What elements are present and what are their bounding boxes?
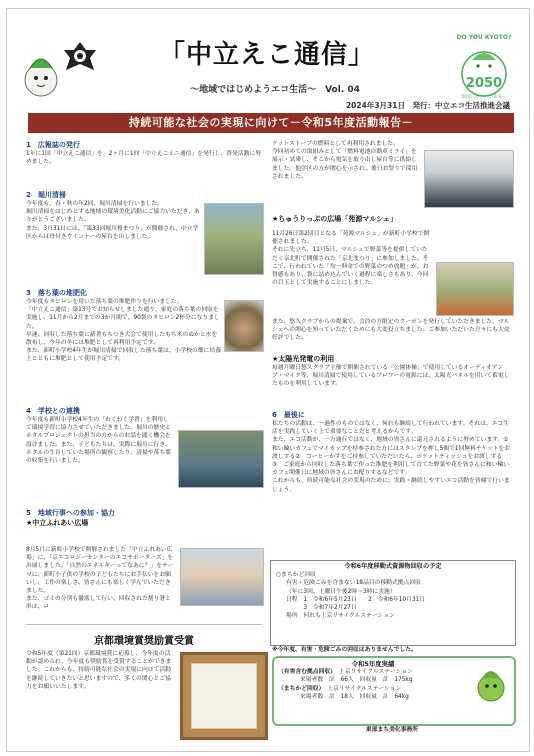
marche-text-1: 11月26日第2回目となる「苑源マルシェ」が新町小学校で開催されました。 [272, 231, 430, 246]
results-row2-counts: 来場者数 計 18人 回収量 計 64kg [300, 693, 409, 700]
solar-text: 毎週月曜日悠久クラブ主催で開催されている「公園体操」で使用しているオーディオアンプ・マイク等、堀川清掃で使用しているブロワーの電源には、太陽光パネルを用いて蓄電したものを利用しています。 [272, 365, 510, 388]
section-2-block [26, 190, 202, 241]
marche-photo [436, 262, 514, 316]
schedule-place-label: ○まちかど回収 [276, 572, 316, 579]
newsletter-title: 「中立えこ通信」 [158, 40, 375, 70]
schedule-title: 令和6年度移動式資源物回収の予定 [344, 563, 442, 570]
section-5-block [26, 508, 262, 528]
marche-text-block-2 [272, 318, 512, 343]
do-you-kyoto-logo [448, 32, 520, 104]
closing-text-1: 私たちの活動は、一過性のものではなく、何れも継続して行われています。それは、エコ生活を実践していく上で重要なことだと考えるからです。 [272, 421, 510, 436]
issue-meta: 2024年3月31日 発行：中立エコ生活推進会議 [345, 101, 510, 110]
schedule-line-4: 3 令和7年2月27日 [286, 605, 357, 612]
section-5-text-1: 8月5日に新町小学校で開催されました「中立ふれあい広場」に、「京エコロジーセンターのエコサポーターズ」を出展しました。「自然のエネルギーってなあに？」をテーマに、新町小子供の学校の子どもたちにお手伝いをお願いし、工作の楽しさ、皆さんにも楽しく学んでいただきました。 [26, 547, 174, 595]
results-content [278, 660, 468, 701]
section-2-text-2: 堀川清掃をはじめとする地域の環境美化活動にご協力いただき、ありがとうございました。 [26, 209, 200, 224]
section-5-text-block [26, 546, 176, 612]
section-4-text: 今年度も新町小学校4年生の「わくわく学習」を利用して環境学習に協力させていただきました。堀川の歴史とホタルプロジェクトの担当の方からのお話を聞く機会を設けました。また、子どもたちは、実際に堀川に行き、ホタルの生育していた場所の観察したり、清掃や落ち葉の収集を行いました。 [26, 417, 171, 465]
marche-text-2: それに先立ち、11月5日、マルシェで野菜等を提供していただく京北町で開催された「京北まつり」に参加しました。そこで、行われていた「均一料金での野菜のつめ放題」が、お得感もあり、袋に詰め込んでいく過程に楽しさもあり、今回の目玉として実施することにしました。 [272, 247, 429, 287]
results-row1-place: 上京リサイクルステーション [338, 669, 413, 676]
school-activity-photo [178, 430, 264, 488]
solar-block [272, 354, 512, 389]
results-row2-place: 上京リサイクルステーション [327, 685, 402, 692]
section-3-text-2: 「中立えこ通信」第13号でお知らせしました通り、家庭の落ち葉の回収を実施し、11月から2月までの3か月間で、90袋のタヒロン2杯分になりました。 [26, 307, 220, 330]
section-2-text-1: 今年度も、春・秋の年2回、堀川清掃を行いました。 [26, 201, 164, 207]
closing-text-2: また、エコ活動が、一方通行ではなく、地域の皆さんに還元されるように努めています。① 和い輪いカフェでマイカップを持参された方にはスタンプを押し5個で1回無料チケットをお渡しする② コーヒーかすをご持参していただいたら、ポケットティッシュをお渡しする ③ ご家庭から回収した落ち葉で作った堆肥を利用して育てた野菜や花を皆さんに和い輪いカフェ開催日に地域の皆さんにお配りするなどです。 [272, 437, 515, 477]
closing-text-3: これからも、持続可能な社会の実現のために、実践・継続しやすいエコ活動を皆様で行いましょう。 [272, 478, 510, 493]
left-column [26, 140, 262, 166]
section-3-block [26, 288, 222, 364]
section-5-text-2: また、ゴミの分別も徹底して行い、回収された割り箸と串は、ロ [26, 596, 171, 611]
section-1-heading: 1 広報誌の発行 [26, 141, 80, 149]
schedule-content [276, 563, 510, 620]
section-2-text-3: また、3月31日には、「第33回堀川桜まつり」が開催され、中立学区からは骨付きウインナーの屋台を出しました。 [26, 225, 199, 240]
award-text-block [26, 650, 176, 691]
right-top-block [272, 140, 422, 181]
closing-block [272, 410, 515, 494]
report-banner: 持続可能な社会の実現に向けて－令和5年度活動報告－ [28, 113, 514, 133]
mascot-small-icon [474, 664, 508, 704]
compost-photo [224, 300, 264, 352]
logo-year: 2050 [465, 76, 503, 91]
section-4-heading: 4 学校との連携 [26, 407, 80, 415]
award-text: 令和5年度（第21回）京都環境賞に応募し、今年度の活動が認められ、今年度も奨励賞を受賞することができました。これからも、持続可能な社会の実現に向けて活動を継続していきたいと思いますので、多くの関心とご協力をお願いいたします。 [26, 651, 172, 690]
river-cleanup-photo [204, 203, 264, 275]
section-3-text-1: 今年度もタヒロンを用いた落ち葉の堆肥作りを行いました。 [26, 299, 183, 305]
award-divider [26, 624, 262, 625]
section-3-heading: 3 落ち葉の堆肥化 [26, 289, 87, 297]
section-6-heading: 6 最後に [272, 411, 305, 419]
right-text-0: ケットストーブの燃料として再利用されました。 [272, 141, 399, 147]
logo-caption: 環境にやさしい未来へ [461, 95, 507, 100]
results-row1-counts: 来場者数 計 66人 回収量 計 175kg [300, 677, 413, 684]
section-3-text-4: また、新町小学校4年生が堀川清掃で回収した落ち葉は、小学校の畑に培養土とともに堆肥として使用予定です。 [26, 348, 221, 363]
results-row1-label: （有害含む拠点回収） [278, 669, 334, 676]
event-photo [180, 548, 264, 606]
logo-text-top: DO YOU KYOTO? [456, 34, 512, 41]
award-certificate-photo [180, 652, 268, 740]
section-3-text-3: 早速、回収した落ち葉に新著もちつき大会で使用したもち米のぬかと水を散布し、今年の冬には堆肥として再利用予定です。 [26, 331, 218, 347]
section-5-subheading: ★中立ふれあい広場 [26, 519, 89, 527]
schedule-line-1: 有害・危険ごみを含まない18品目の移動式拠点回収 [286, 580, 421, 587]
marche-text-3: また、悠久クラブからの提案で、会員の方限定のクーポンを発行していただきました。マルシェへの関心を知っていただくためにも大変役立ちました。ご参加いただいた方々にも大変好評でした。 [272, 319, 510, 342]
schedule-line-5: 場所 何れも上京リサイクルステーション [286, 613, 395, 620]
results-footer: 東部まち美化事務所 [365, 727, 419, 733]
newsletter-subtitle: 〜地域ではじめようエコ生活〜 Vol. 04 [190, 85, 360, 95]
fuel-cell-car-photo [424, 150, 514, 208]
marche-heading-block [272, 214, 512, 224]
section-5-heading: 5 地域行事への参加・協力 [26, 509, 115, 517]
schedule-note: ※今年度、有害・危険ごみの回収はありませんでした。 [272, 647, 417, 653]
schedule-line-2: （年に3回、土曜日午後2時～3時に実施） [286, 588, 396, 595]
right-text-1: 今回初めての取組みとして「燃料電池自動車ミライ」を展示・試乗し、そこから電気を取り出し屋台等に供給しました。他学区の方が関心を示され、後日お祭りで採用されました。 [272, 149, 418, 180]
section-2-heading: 2 堀川清掃 [26, 191, 66, 199]
section-1-text: 1年に1回「中立えこ通信」を、2ヶ月に1回「中立えこミニ通信」を発行し、啓発活動に努めました。 [26, 151, 262, 166]
marche-text-block [272, 230, 432, 287]
solar-subheading: ★太陽光発電の利用 [272, 355, 335, 363]
results-row2-label: （まちかど回収） [278, 685, 322, 692]
marche-subheading: ★ちゅうりっぷの広場「苑源マルシェ」 [272, 215, 397, 223]
section-4-block [26, 406, 174, 465]
schedule-line-3: 日程 1 令和6年5月23日 2 令和6年10月31日 [286, 596, 426, 603]
results-title: 令和5年度実績 [351, 660, 395, 668]
award-title: 京都環境賞奨励賞受賞 [94, 636, 194, 647]
